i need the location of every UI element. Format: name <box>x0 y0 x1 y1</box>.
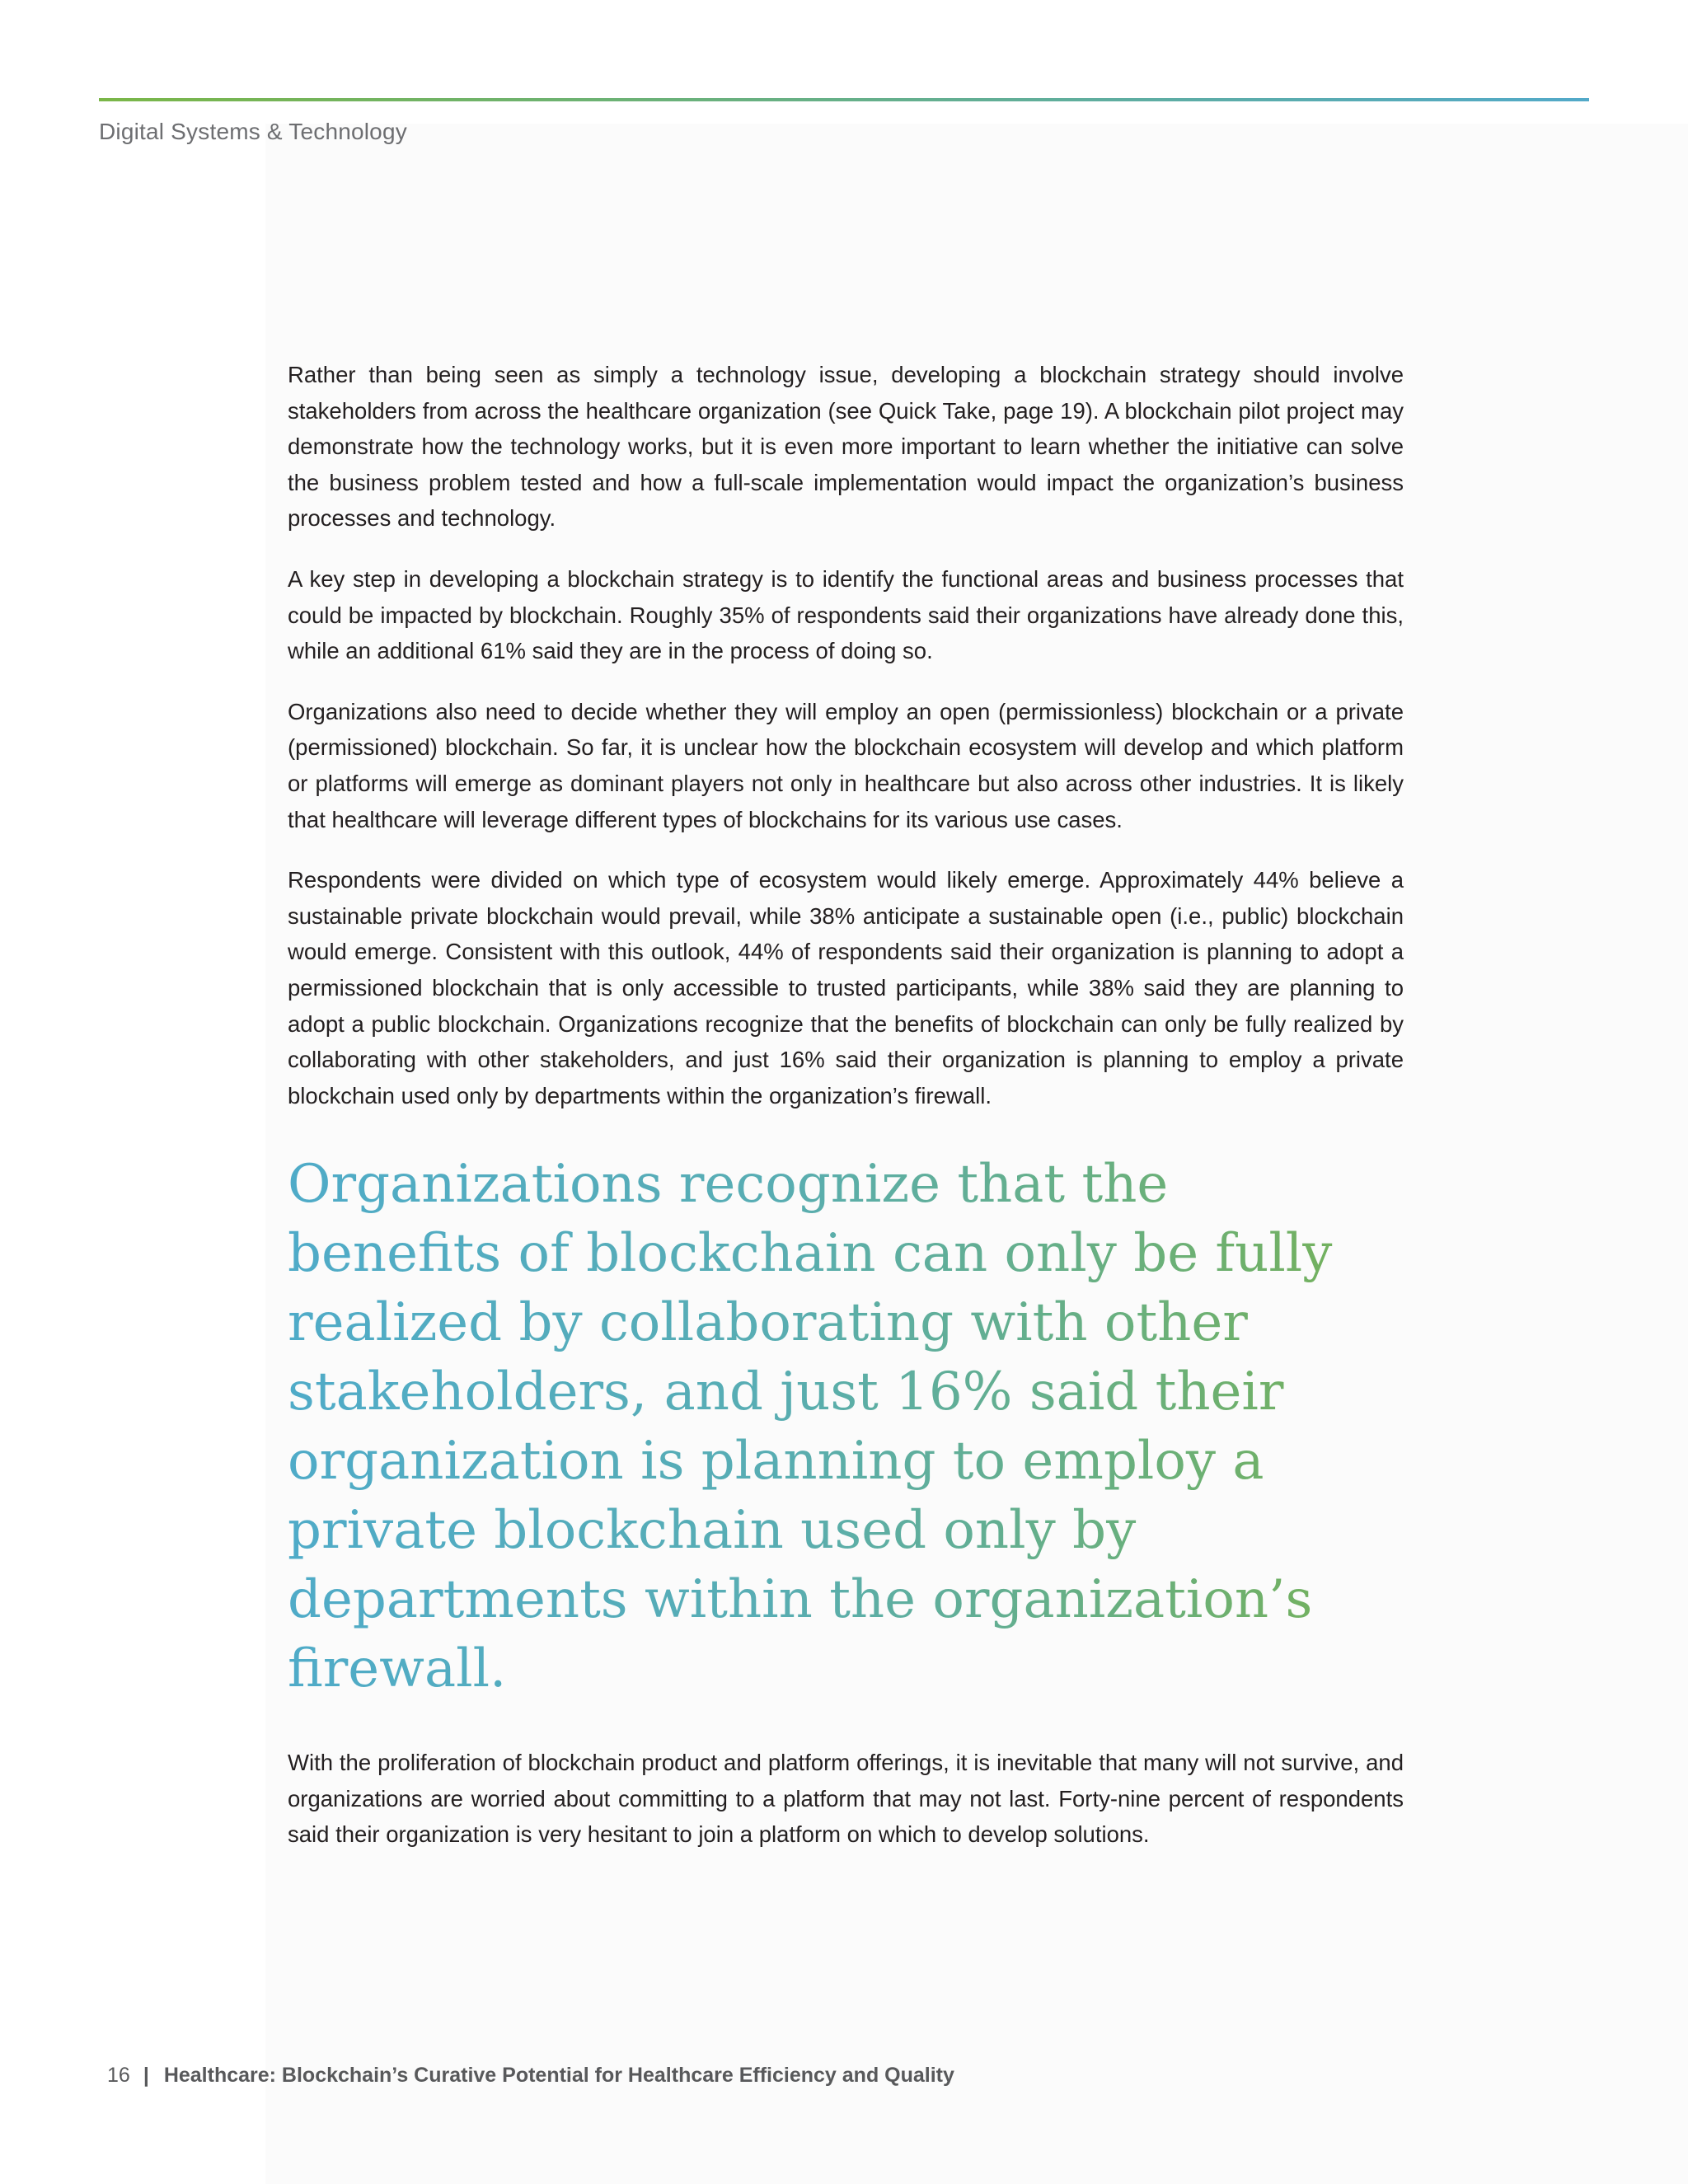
page-footer <box>107 2064 954 2088</box>
body-paragraph: Organizations also need to decide whether they will employ an open (permissionless) blockchain or a private (permissioned) blockchain. So far, it is unclear how the blockchain ecosystem will develop and which platform or platforms will emerge as dominant players not only in healthcare but also across other industries. It is likely that healthcare will leverage different types of blockchains for its various use cases. <box>288 698 1404 832</box>
body-paragraph: Rather than being seen as simply a technology issue, developing a blockchain strategy should involve stakeholders from across the healthcare organization (see Quick Take, page 19). A blockchain pilot project may demonstrate how the technology works, but it is even more important to learn whether the initiative can solve the business problem tested and how a full-scale implementation would impact the organization’s business processes and technology. <box>288 362 1404 532</box>
page-number: 16 <box>107 2064 130 2087</box>
closing-paragraph: With the proliferation of blockchain product and platform offerings, it is inevitable that many will not survive, and organizations are worried about committing to a platform that may not last. Forty-nine percent of respondents said their organization is very hesitant to join a platform on which to develop solutions. <box>288 1750 1404 1848</box>
body-paragraph: A key step in developing a blockchain strategy is to identify the functional areas and business processes that could be impacted by blockchain. Roughly 35% of respondents said their organizations have already done this, while an additional 61% said they are in the process of doing so. <box>288 565 1404 664</box>
pull-quote: Organizations recognize that the benefits of blockchain can only be fully realized by collaborating with other stakeholders, and just 16% said their organization is planning to employ a private blockchain used only by departments within the organization’s firewall. <box>288 1150 1359 1704</box>
body-paragraph: Respondents were divided on which type of ecosystem would likely emerge. Approximately 44% believe a sustainable private blockchain would prevail, while 38% anticipate a sustainable open (i.e., public) blockchain would emerge. Consistent with this outlook, 44% of respondents said their organization is planning to adopt a permissioned blockchain that is only accessible to trusted participants, while 38% said they are planning to adopt a public blockchain. Organizations recognize that the benefits of blockchain can only be fully realized by collaborating with other stakeholders, and just 16% said their organization is planning to employ a private blockchain used only by departments within the organization’s firewall. <box>288 867 1404 1108</box>
section-label: Digital Systems & Technology <box>99 119 407 144</box>
header-rule <box>99 98 1589 101</box>
article-body <box>288 357 1404 1877</box>
footer-title: Healthcare: Blockchain’s Curative Potential for Healthcare Efficiency and Quality <box>163 2064 954 2087</box>
footer-separator: | <box>143 2064 149 2087</box>
